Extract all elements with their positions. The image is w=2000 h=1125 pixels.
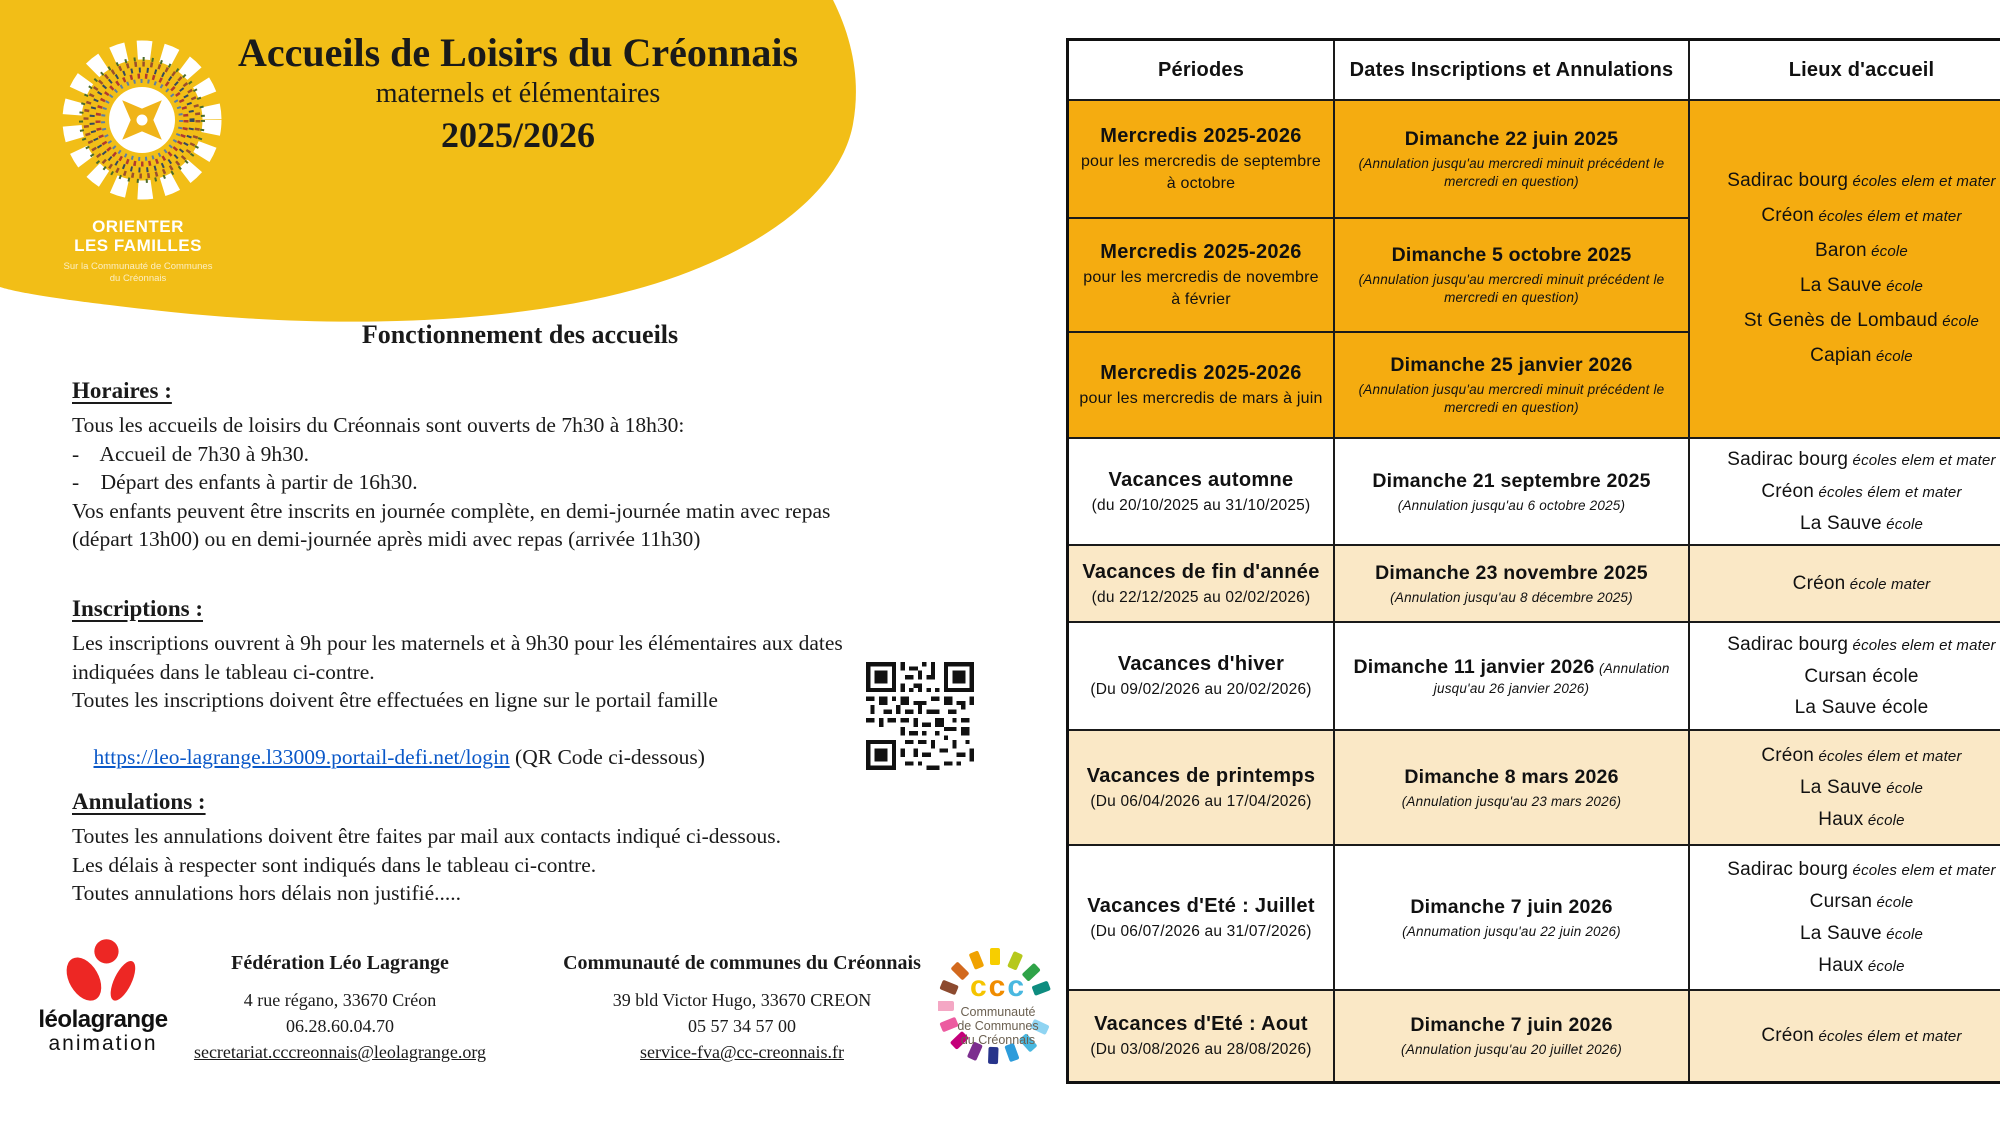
period-sub: (du 22/12/2025 au 02/02/2026): [1091, 588, 1311, 606]
lieux-cell: [1689, 622, 2000, 730]
inscriptions-heading: Inscriptions :: [72, 596, 203, 621]
lieu-line: Sadirac bourg écoles elem et mater: [1727, 858, 1996, 880]
period-title: Vacances d'hiver: [1117, 653, 1285, 675]
lieux-cell: [1689, 545, 2000, 622]
inscriptions-line: Les inscriptions ouvrent à 9h pour les maternels et à 9h30 pour les élémentaires aux dates: [72, 631, 843, 655]
table-row: [1068, 622, 2000, 730]
annulations-line: Toutes annulations hors délais non justifié.....: [72, 881, 462, 905]
period-cell: [1068, 332, 1335, 438]
lieu-line: Sadirac bourg écoles elem et mater: [1727, 448, 1996, 470]
date-cell: [1334, 100, 1689, 218]
lieux-cell: [1689, 990, 2000, 1082]
date-note: (Annumation jusqu'au 22 juin 2026): [1402, 923, 1621, 939]
section-horaires: [72, 378, 987, 554]
lieux-cell-merged: [1689, 100, 2000, 438]
period-title: Vacances d'Eté : Aout: [1094, 1012, 1308, 1035]
date-cell: [1334, 845, 1689, 990]
period-cell: [1068, 730, 1335, 845]
federation-email-link[interactable]: secretariat.cccreonnais@leolagrange.org: [193, 1042, 487, 1062]
date-note: (Annulation jusqu'au 26 janvier 2026): [1433, 660, 1670, 696]
lieu-line: Sadirac bourg écoles elem et mater: [1727, 634, 1996, 655]
lieu-line: Capian école: [1810, 345, 1913, 366]
table-row: [1068, 100, 2000, 218]
qr-code: [866, 662, 974, 770]
date-title: Dimanche 22 juin 2025: [1404, 128, 1619, 150]
period-title: Mercredis 2025-2026: [1100, 241, 1302, 263]
lieu-line: Sadirac bourg écoles elem et mater: [1727, 170, 1996, 191]
date-note: (Annulation jusqu'au 20 juillet 2026): [1401, 1041, 1622, 1057]
period-cell: [1068, 845, 1335, 990]
horaires-heading: Horaires :: [72, 378, 172, 403]
date-title: Dimanche 25 janvier 2026: [1390, 354, 1633, 376]
date-cell: [1334, 332, 1689, 438]
brand-caption-small2: du Créonnais: [109, 273, 167, 284]
lieu-line: La Sauve école: [1799, 512, 1924, 534]
lieu-line: Haux école: [1818, 808, 1905, 830]
page-subtitle: maternels et élémentaires: [375, 78, 661, 109]
date-cell: [1334, 218, 1689, 332]
period-cell: [1068, 990, 1335, 1082]
brand-caption-line1: ORIENTER: [92, 217, 184, 236]
qr-code-hint: (QR Code ci-dessous): [509, 745, 705, 769]
section-annulations: [72, 789, 987, 908]
period-sub: (Du 09/02/2026 au 20/02/2026): [1090, 681, 1312, 698]
period-title: Mercredis 2025-2026: [1100, 362, 1302, 384]
lieu-line: La Sauve école: [1799, 275, 1924, 296]
school-year: 2025/2026: [440, 115, 595, 155]
brand-caption-small1: Sur la Communauté de Communes: [63, 261, 213, 272]
leo-lagrange-logo: [28, 938, 178, 1055]
inscriptions-line: Toutes les inscriptions doivent être effectuées en ligne sur le portail famille: [72, 688, 718, 712]
lieu-line: Cursan école: [1809, 890, 1914, 912]
horaires-bullet: - Départ des enfants à partir de 16h30.: [72, 470, 418, 494]
date-title: Dimanche 7 juin 2026: [1410, 895, 1613, 918]
periods-table: [1066, 38, 2000, 1084]
brand-caption: [32, 217, 244, 285]
lieu-line: Haux école: [1818, 954, 1905, 976]
period-sub: pour les mercredis de mars à juin: [1079, 390, 1323, 407]
section-title-fonctionnement: Fonctionnement des accueils: [361, 320, 679, 349]
lieux-cell: [1689, 730, 2000, 845]
period-cell: [1068, 100, 1335, 218]
period-title: Vacances de printemps: [1086, 764, 1316, 787]
period-title: Vacances de fin d'année: [1082, 560, 1320, 583]
period-sub: (Du 03/08/2026 au 28/08/2026): [1090, 1040, 1312, 1058]
horaires-bullet: - Accueil de 7h30 à 9h30.: [72, 441, 310, 466]
ccc-text-line3: du Créonnais: [960, 1033, 1036, 1047]
lieu-line: La Sauve école: [1799, 922, 1924, 944]
lieu-line: St Genès de Lombaud école: [1743, 310, 1980, 331]
lieu-line: La Sauve école: [1799, 776, 1924, 798]
annulations-heading: Annulations :: [72, 789, 206, 814]
lieu-line: Cursan école: [1804, 666, 1919, 687]
lieu-line: La Sauve école: [1794, 697, 1929, 718]
lieux-cell: [1689, 438, 2000, 545]
footer-communaute-block: [556, 952, 928, 1065]
lieu-line: Créon école mater: [1792, 572, 1931, 594]
annulations-line: Toutes les annulations doivent être faites par mail aux contacts indiqué ci-dessous.: [72, 824, 781, 848]
column-header-periodes: Périodes: [1068, 40, 1335, 101]
date-cell: [1334, 622, 1689, 730]
page-title: Accueils de Loisirs du Créonnais: [237, 30, 799, 75]
table-row: [1068, 845, 2000, 990]
table-row: [1068, 990, 2000, 1082]
date-note: (Annulation jusqu'au 8 décembre 2025): [1390, 589, 1633, 605]
communaute-email-link[interactable]: service-fva@cc-creonnais.fr: [640, 1042, 844, 1062]
date-note: (Annulation jusqu'au 23 mars 2026): [1401, 793, 1622, 809]
date-cell: [1334, 438, 1689, 545]
communaute-address: 39 bld Victor Hugo, 33670 CREON: [612, 990, 872, 1010]
period-title: Mercredis 2025-2026: [1100, 125, 1302, 147]
section-inscriptions: [72, 596, 862, 800]
lieu-line: Créon écoles élem et mater: [1761, 480, 1962, 502]
lieux-cell: [1689, 845, 2000, 990]
communaute-phone: 05 57 34 57 00: [688, 1016, 796, 1036]
horaires-line: Tous les accueils de loisirs du Créonnais sont ouverts de 7h30 à 18h30:: [72, 413, 685, 437]
federation-phone: 06.28.60.04.70: [286, 1016, 394, 1036]
ccc-logo: [938, 942, 1058, 1077]
lieu-line: Créon écoles élem et mater: [1761, 1024, 1962, 1046]
lieu-line: Baron école: [1815, 240, 1908, 261]
ccc-text-line2: de Communes: [957, 1019, 1039, 1033]
date-note: (Annulation jusqu'au 6 octobre 2025): [1397, 497, 1626, 513]
date-title: Dimanche 11 janvier 2026: [1353, 655, 1595, 678]
federation-name: Fédération Léo Lagrange: [231, 952, 449, 974]
period-sub: (du 20/10/2025 au 31/10/2025): [1091, 496, 1311, 514]
date-note: (Annulation jusqu'au mercredi minuit précédent le mercredi en question): [1358, 272, 1665, 305]
date-cell: [1334, 990, 1689, 1082]
federation-address: 4 rue régano, 33670 Créon: [243, 990, 437, 1010]
period-cell: [1068, 438, 1335, 545]
table-row: [1068, 438, 2000, 545]
period-cell: [1068, 545, 1335, 622]
period-title: Vacances d'Eté : Juillet: [1087, 894, 1315, 917]
ccc-text-line1: Communauté: [960, 1005, 1036, 1019]
period-sub: pour les mercredis de novembre à février: [1083, 269, 1319, 308]
horaires-line: Vos enfants peuvent être inscrits en journée complète, en demi-journée matin avec repas: [72, 498, 831, 523]
period-cell: [1068, 622, 1335, 730]
annulations-line: Les délais à respecter sont indiqués dans le tableau ci-contre.: [72, 852, 597, 877]
header-title-block: [168, 31, 868, 155]
date-title: Dimanche 23 novembre 2025: [1375, 561, 1648, 584]
table-row: [1068, 730, 2000, 845]
date-title: Dimanche 5 octobre 2025: [1391, 244, 1632, 266]
period-sub: pour les mercredis de septembre à octobre: [1080, 153, 1322, 192]
period-sub: (Du 06/07/2026 au 31/07/2026): [1090, 922, 1312, 940]
column-header-lieux: Lieux d'accueil: [1689, 40, 2000, 101]
leo-lagrange-tulip-icon: [51, 938, 155, 1008]
date-note: (Annulation jusqu'au mercredi minuit précédent le mercredi en question): [1358, 156, 1665, 189]
date-note: (Annulation jusqu'au mercredi minuit précédent le mercredi en question): [1358, 382, 1665, 415]
inscriptions-line: indiquées dans le tableau ci-contre.: [72, 659, 375, 684]
column-header-dates: Dates Inscriptions et Annulations: [1334, 40, 1689, 101]
portal-famille-link[interactable]: https://leo-lagrange.l33009.portail-defi.net/login: [93, 745, 510, 769]
ccc-letters: ccc: [969, 970, 1027, 1003]
period-sub: (Du 06/04/2026 au 17/04/2026): [1090, 792, 1312, 810]
date-title: Dimanche 7 juin 2026: [1410, 1013, 1613, 1036]
leo-brand-text: léolagrange: [38, 1006, 168, 1033]
table-header-row: [1068, 40, 2000, 101]
period-title: Vacances automne: [1108, 468, 1294, 491]
date-cell: [1334, 545, 1689, 622]
footer-federation-block: [160, 952, 520, 1065]
table-row: [1068, 545, 2000, 622]
date-title: Dimanche 21 septembre 2025: [1372, 469, 1651, 492]
lieu-line: Créon écoles élem et mater: [1761, 744, 1962, 766]
horaires-line: (départ 13h00) ou en demi-journée après midi avec repas (arrivée 11h30): [72, 527, 701, 551]
date-title: Dimanche 8 mars 2026: [1404, 765, 1619, 788]
date-cell: [1334, 730, 1689, 845]
lieu-line: Créon écoles élem et mater: [1761, 205, 1962, 226]
leo-brand-subtext: animation: [48, 1032, 158, 1055]
brand-caption-line2: LES FAMILLES: [74, 236, 202, 255]
period-cell: [1068, 218, 1335, 332]
communaute-name: Communauté de communes du Créonnais: [563, 952, 921, 974]
